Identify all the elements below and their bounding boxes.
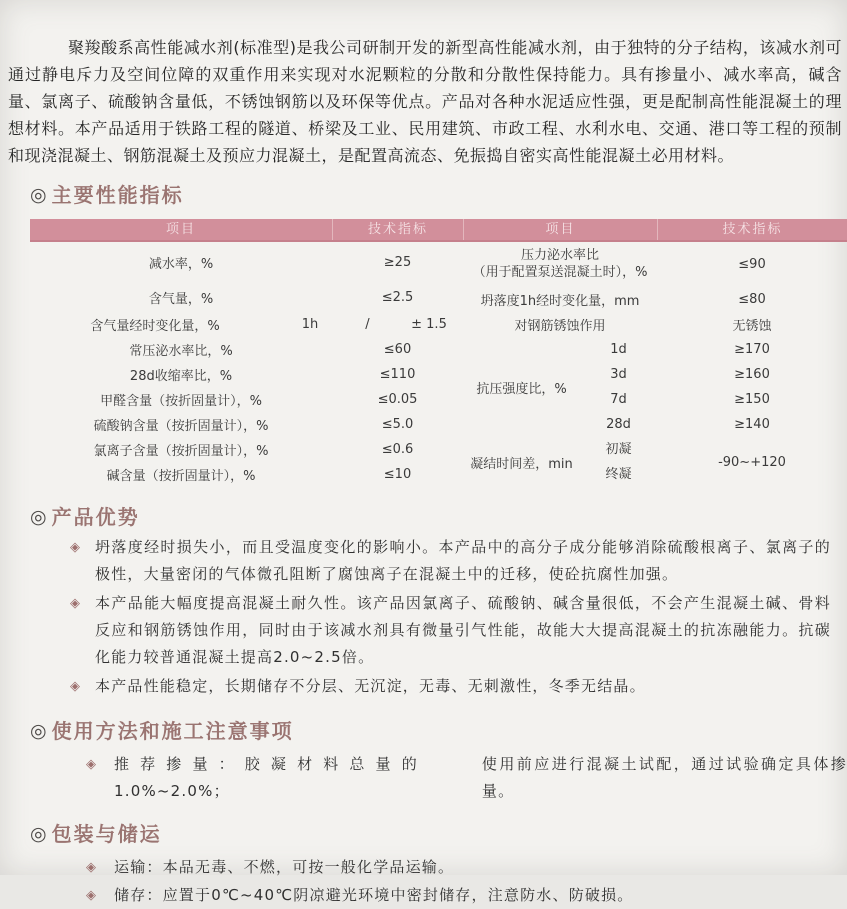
bullseye-icon: ◎ [30,506,47,528]
age-label: 7d [610,392,627,407]
row-value: ≤2.5 [381,289,414,305]
section-heading-usage [30,718,847,744]
section-title-packaging: 包装与储运 [51,822,162,846]
packaging-list [0,854,847,909]
bullet-text: 坍落度经时损失小，而且受温度变化的影响小。本产品中的高分子成分能够消除硫酸根离子、氯离子的极性，大量密闭的气体微孔阻断了腐蚀离子在混凝土中的迁移，使砼抗腐性加强。 [95,538,831,583]
table-row [30,437,463,462]
row-label: 对钢筋锈蚀作用 [514,319,606,334]
performance-table-left [30,242,463,487]
row-label: 碱含量（按折固量计），% [106,469,256,484]
age-label: 1d [610,342,627,357]
row-label: 氯离子含量（按折固量计），% [93,444,269,459]
row-label: 常压泌水率比，% [129,344,233,359]
list-item [0,854,847,881]
diamond-icon: ◈ [86,860,96,875]
section-heading-advantages [30,504,847,530]
row-label: 28d收缩率比，% [129,369,233,384]
table-row [30,362,463,387]
table-row [30,282,463,312]
row-value: ≤90 [738,256,766,272]
diamond-icon: ◈ [86,888,96,903]
storage-text: 储存：应置于0℃~40℃阴凉避光环境中密封储存，注意防水、防破损。 [114,886,634,904]
row-value: ≤0.6 [381,442,414,457]
diamond-icon: ◈ [70,679,80,694]
table-row [30,337,463,362]
section-heading-packaging [30,821,847,847]
age-label: 28d [606,417,631,432]
list-item [0,751,847,805]
table-row-pressure-bleeding [463,242,847,286]
row-value: ≤80 [738,291,766,307]
initial-set-label: 初凝 [605,442,632,457]
bullseye-icon: ◎ [30,184,47,206]
row-slash: / [365,317,370,332]
section-title-advantages: 产品优势 [51,505,140,529]
list-item [0,882,847,909]
row-value: 无锈蚀 [732,319,772,334]
section-title-usage: 使用方法和施工注意事项 [51,719,294,743]
table-row [463,312,847,337]
table-row [30,412,463,437]
row-value: ≤60 [383,342,412,357]
row-value: -90~+120 [718,454,786,470]
bullet-text: 本产品性能稳定，长期储存不分层、无沉淀，无毒、无刺激性，冬季无结晶。 [95,677,646,695]
column-header-index-left: 技术指标 [332,219,463,240]
trial-mix-text: 使用前应进行混凝土试配，通过试验确定具体掺量。 [481,755,847,800]
table-row-air-content-change [30,312,463,337]
table-row [463,286,847,312]
row-value: ≥25 [383,254,412,270]
table-row [30,462,463,487]
performance-table-body [30,242,847,487]
performance-table-header [30,219,847,242]
performance-table-right [463,242,847,487]
transport-text: 运输：本品无毒、不燃，可按一般化学品运输。 [114,858,455,876]
row-label: 凝结时间差，min [470,456,573,472]
performance-table [30,219,847,487]
dosage-text: 推荐掺量：胶凝材料总量的1.0%~2.0%； [114,755,418,800]
list-item [0,673,847,700]
list-item [0,590,847,671]
row-label: 含气量经时变化量，% [90,319,220,334]
final-set-label: 终凝 [605,467,632,482]
bullet-text: 本产品能大幅度提高混凝土耐久性。该产品因氯离子、硫酸钠、碱含量很低，不会产生混凝土碱、骨料反应和钢筋锈蚀作用，同时由于该减水剂具有微量引气性能，故能大大提高混凝土的抗冻融能力。抗碳化能力较普通混凝土提高2.0~2.5倍。 [95,594,831,666]
row-label: 硫酸钠含量（按折固量计），% [93,419,269,434]
row-label: 甲醛含量（按折固量计），% [100,394,262,409]
row-value: ± 1.5 [411,317,447,332]
list-item [0,534,847,588]
table-row-compressive-strength [463,337,847,437]
row-label-line2: （用于配置泵送混凝土时），% [472,265,648,280]
diamond-icon: ◈ [86,757,96,772]
row-value: ≤0.05 [377,392,418,407]
row-time: 1h [301,317,319,332]
section-heading-performance [30,182,847,208]
row-value: ≤10 [383,467,412,482]
bullseye-icon: ◎ [30,823,47,845]
table-row-setting-time [463,437,847,487]
row-value: ≥150 [734,392,770,407]
row-label: 抗压强度比，% [476,381,567,397]
section-title-performance: 主要性能指标 [51,183,184,207]
row-label: 坍落度1h经时变化量，mm [480,293,640,309]
column-header-item-left: 项目 [165,222,196,237]
row-label: 含气量，% [148,291,214,307]
diamond-icon: ◈ [70,596,80,611]
row-value: ≥160 [734,367,770,382]
table-row [30,242,463,282]
setting-sub-column [580,437,657,487]
row-value: ≤5.0 [381,417,414,432]
diamond-icon: ◈ [70,540,80,555]
row-label-line1: 压力泌水率比 [520,248,599,263]
strength-age-column [580,337,657,437]
strength-value-column [657,337,847,437]
age-label: 3d [610,367,627,382]
column-header-index-right: 技术指标 [657,219,847,240]
row-value: ≥140 [734,417,770,432]
advantages-list [0,534,847,700]
table-row [30,387,463,412]
row-value: ≥170 [734,342,770,357]
row-label [463,247,657,281]
row-label: 减水率，% [148,256,214,272]
column-header-item-right: 项目 [463,219,657,240]
row-value: ≤110 [379,367,416,382]
intro-paragraph: 聚羧酸系高性能减水剂(标准型)是我公司研制开发的新型高性能减水剂，由于独特的分子结构，该减水剂可通过静电斥力及空间位障的双重作用来实现对水泥颗粒的分散和分散性保持能力。具有掺量小、减水率高，碱含量、氯离子、硫酸钠含量低，不锈蚀钢筋以及环保等优点。产品对各种水泥适应性强，更是配制高性能混凝土的理想材料。本产品适用于铁路工程的隧道、桥梁及工业、民用建筑、市政工程、水利水电、交通、港口等工程的预制和现浇混凝土、钢筋混凝土及预应力混凝土，是配置高流态、免振捣自密实高性能混凝土必用材料。 [8,38,842,165]
bullseye-icon: ◎ [30,720,47,742]
